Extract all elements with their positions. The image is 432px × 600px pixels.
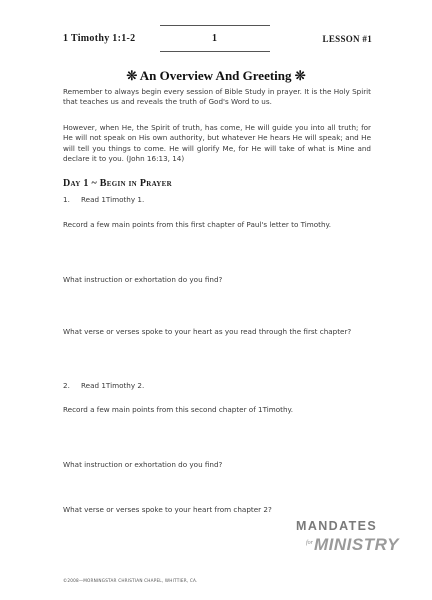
item-text: What instruction or exhortation do you find?: [63, 275, 223, 284]
logo-text-for: for: [306, 540, 314, 546]
intro-paragraph-1: Remember to always begin every session of Bible Study in prayer. It is the Holy Spirit that teaches us and reveals the truth of God's Word to us.: [63, 87, 371, 107]
list-item: [63, 405, 293, 414]
list-item: [63, 460, 222, 469]
header-rule-bottom: [160, 51, 270, 52]
list-item: [63, 275, 222, 284]
list-item: [63, 327, 351, 336]
list-item: [63, 195, 144, 204]
list-item: [63, 381, 144, 390]
logo-text-bottom: MINISTRY: [314, 535, 399, 554]
footer-copyright: ©2008—MORNINGSTAR CHRISTIAN CHAPEL, WHITTIER, CA.: [63, 578, 198, 583]
item-text: What verse or verses spoke to your heart from chapter 2?: [63, 505, 272, 514]
header-lesson: LESSON #1: [322, 34, 372, 44]
item-text: What verse or verses spoke to your heart as you read through the first chapter?: [63, 327, 352, 336]
item-number: 2.: [63, 381, 70, 390]
header-rule-top: [160, 25, 270, 26]
header-reference: 1 Timothy 1:1-2: [63, 33, 136, 44]
intro-paragraph-2: However, when He, the Spirit of truth, has come, He will guide you into all truth; for He will not speak on His own authority, but whatever He hears He will speak; and He will tell you things to come. He will glorify Me, for He will take of what is Mine and declare it to you. (John 16:13, 14): [63, 123, 371, 163]
item-number: 1.: [63, 195, 70, 204]
page-title: ❊ An Overview And Greeting ❊: [126, 68, 306, 83]
item-text: What instruction or exhortation do you find?: [63, 460, 223, 469]
item-text: Read 1Timothy 1.: [81, 195, 145, 204]
header-page-number: 1: [212, 33, 218, 44]
day-heading-text: Day 1 ~ Begin in Prayer: [63, 178, 172, 189]
list-item: [63, 505, 272, 514]
list-item: [63, 220, 331, 229]
item-text: Record a few main points from this second chapter of 1Timothy.: [63, 405, 294, 414]
item-text: Record a few main points from this first chapter of Paul's letter to Timothy.: [63, 220, 332, 229]
logo-text-top: MANDATES: [296, 519, 378, 533]
mandates-for-ministry-logo: [296, 519, 399, 575]
item-text: Read 1Timothy 2.: [81, 381, 145, 390]
day-heading: [63, 178, 172, 189]
